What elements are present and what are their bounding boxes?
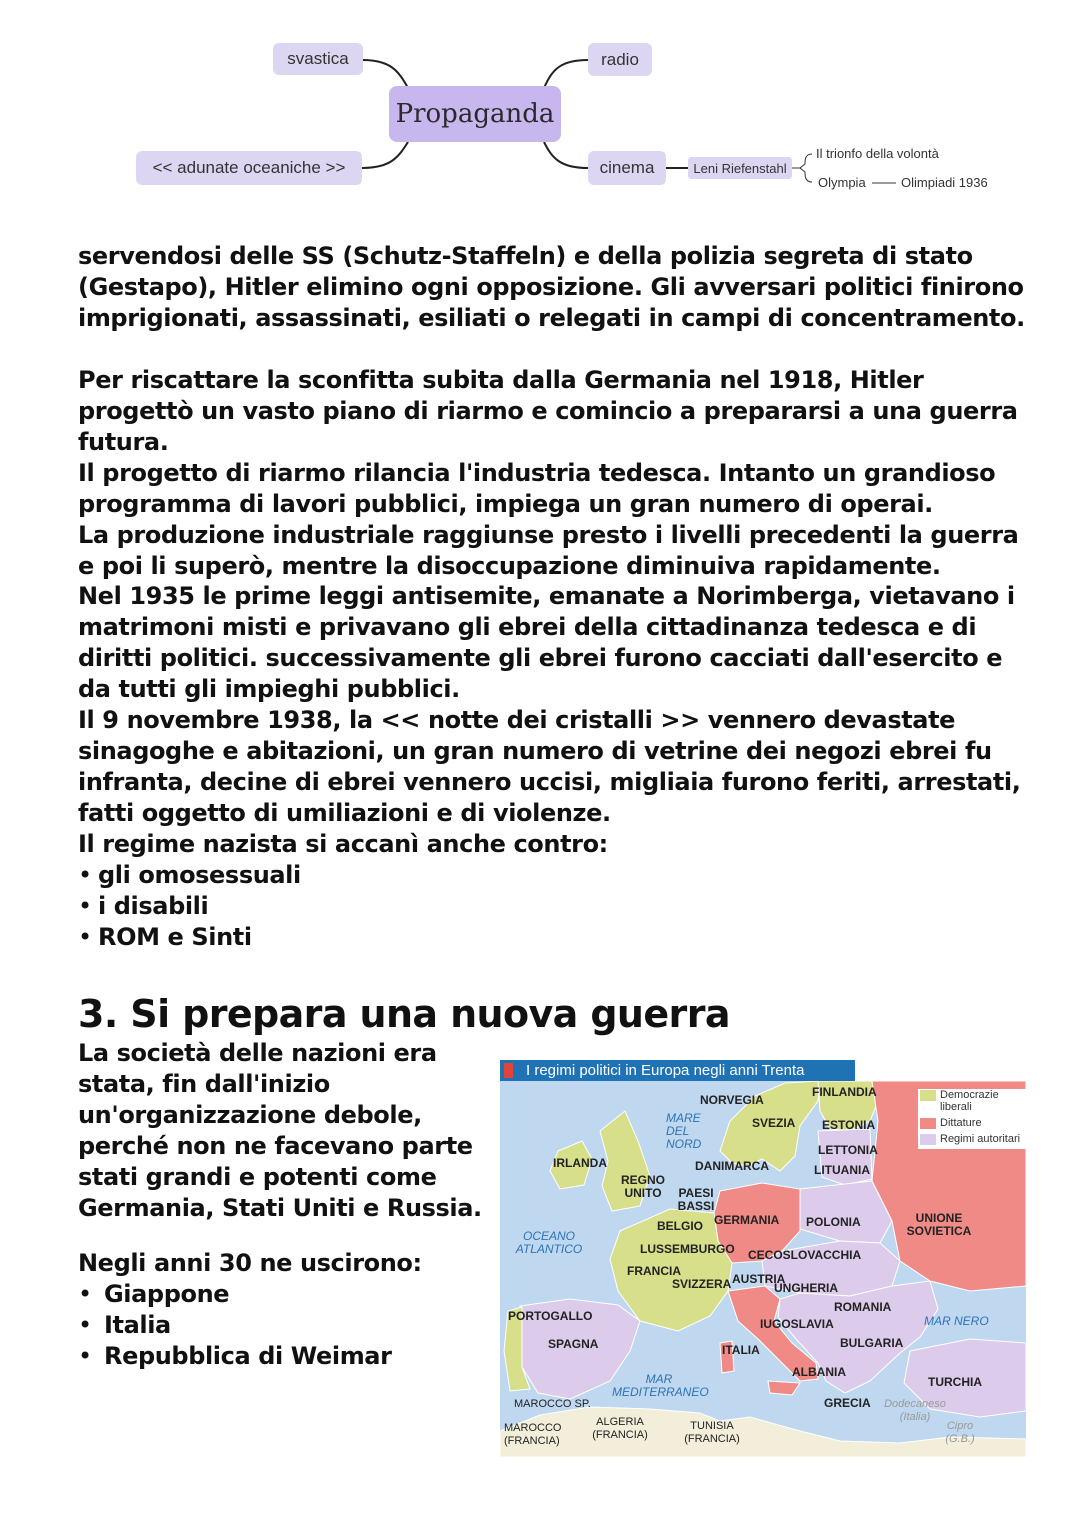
map-label-polonia: POLONIA <box>806 1215 861 1229</box>
map-label-mare-del-nord: MARE DEL NORD <box>666 1111 702 1151</box>
paragraph-riarmo <box>78 365 1038 582</box>
map-label-marocco-fr: MAROCCO (FRANCIA) <box>504 1422 562 1447</box>
map-label-marocco-sp: MAROCCO SP. <box>514 1398 591 1410</box>
map-label-spagna: SPAGNA <box>548 1337 599 1351</box>
paragraph-text: Il 9 novembre 1938, la << notte dei cristalli >> vennero devastate sinagoghe e abitazioni, un gran numero di vetrine dei negozi ebrei fu infranta, decine di ebrei vennero uccisi, migliaia furono feriti, arrestati, fatti oggetto di umiliazioni e di violenze. <box>78 706 1021 827</box>
legend-label: Regimi autoritari <box>940 1133 1021 1145</box>
list-item: • Italia <box>78 1310 488 1341</box>
map-label-belgio: BELGIO <box>657 1219 704 1233</box>
mindmap-node-radio <box>588 43 652 76</box>
list-item: • Repubblica di Weimar <box>78 1341 488 1372</box>
mindmap-node-label: cinema <box>599 158 655 177</box>
map-label-finlandia: FINLANDIA <box>812 1085 877 1099</box>
paragraph-gestapo <box>78 241 1038 334</box>
legend-swatch <box>920 1090 936 1101</box>
map-label-unione-sovietica: UNIONE SOVIETICA <box>906 1211 972 1238</box>
map-label-irlanda: IRLANDA <box>553 1156 607 1170</box>
map-label-lituania: LITUANIA <box>814 1163 870 1177</box>
persecuted-list <box>78 860 1038 953</box>
map-label-bulgaria: BULGARIA <box>840 1336 904 1350</box>
map-label-svezia: SVEZIA <box>752 1116 796 1130</box>
paragraph-leggi-antisemite <box>78 581 1038 953</box>
map-label-cecoslovacchia: CECOSLOVACCHIA <box>748 1248 862 1262</box>
mindmap-node-label: radio <box>601 49 639 69</box>
mindmap-node-svastica <box>273 43 363 75</box>
map-label-oceano-atlantico: OCEANO ATLANTICO <box>515 1229 583 1256</box>
mindmap-node-riefenstahl <box>688 157 792 179</box>
map-label-dodecaneso: Dodecaneso (Italia) <box>884 1398 946 1423</box>
map-title: I regimi politici in Europa negli anni Trenta <box>500 1060 855 1081</box>
mindmap-film-olympia: Olympia <box>818 175 866 190</box>
paragraph-text: La produzione industriale raggiunse presto i livelli precedenti la guerra e poi li superò, mentre la disoccupazione diminuiva rapidamente. <box>78 521 1019 580</box>
mindmap-node-cinema <box>588 151 666 185</box>
map-label-algeria: ALGERIA (FRANCIA) <box>592 1416 648 1441</box>
mindmap-olympia-note: Olimpiadi 1936 <box>901 175 988 190</box>
withdrawn-list <box>78 1279 488 1372</box>
mindmap-center-label: Propaganda <box>395 99 555 129</box>
paragraph-text: Il regime nazista si accanì anche contro: <box>78 830 608 858</box>
legend-swatch <box>920 1134 936 1145</box>
map-label-danimarca: DANIMARCA <box>695 1159 769 1173</box>
section3-text <box>78 1038 488 1372</box>
map-label-ungheria: UNGHERIA <box>774 1281 839 1295</box>
map-label-francia: FRANCIA <box>627 1264 681 1278</box>
legend-label: Democrazie liberali <box>940 1089 999 1113</box>
legend-item-dictatorships <box>918 1117 1026 1129</box>
map-label-lussemburgo: LUSSEMBURGO <box>640 1242 735 1256</box>
map-label-lettonia: LETTONIA <box>818 1143 878 1157</box>
map-label-paesi-bassi: PAESI BASSI <box>677 1186 715 1213</box>
map-label-cipro: Cipro (G.B.) <box>945 1420 975 1445</box>
map-label-svizzera: SVIZZERA <box>672 1277 732 1291</box>
map-label-italia: ITALIA <box>722 1343 760 1357</box>
map-label-iugoslavia: IUGOSLAVIA <box>760 1317 834 1331</box>
list-item: • Giappone <box>78 1279 488 1310</box>
legend-item-authoritarian <box>918 1133 1026 1145</box>
map-label-turchia: TURCHIA <box>928 1375 982 1389</box>
map-label-austria: AUSTRIA <box>732 1272 786 1286</box>
map-label-regno-unito: REGNO UNITO <box>620 1173 665 1200</box>
paragraph-text: Il progetto di riarmo rilancia l'industria tedesca. Intanto un grandioso programma di lavori pubblici, impiega un gran numero di operai. <box>78 459 996 518</box>
mindmap-node-label: svastica <box>287 49 349 68</box>
map-label-portogallo: PORTOGALLO <box>508 1309 593 1323</box>
legend-label: Dittature <box>940 1117 982 1129</box>
section-title: 3. Si prepara una nuova guerra <box>78 992 730 1036</box>
map-label-estonia: ESTONIA <box>822 1118 876 1132</box>
mindmap-node-label: Leni Riefenstahl <box>693 160 787 176</box>
list-item: • gli omosessuali <box>78 860 1038 891</box>
mindmap-node-adunate <box>136 151 362 185</box>
list-item: • i disabili <box>78 891 1038 922</box>
europe-regimes-map <box>500 1060 1026 1457</box>
map-label-romania: ROMANIA <box>834 1300 892 1314</box>
mindmap-center-propaganda <box>389 86 561 142</box>
legend-swatch <box>920 1118 936 1129</box>
mindmap-film-trionfo: Il trionfo della volontà <box>816 146 939 161</box>
paragraph-text: servendosi delle SS (Schutz-Staffeln) e della polizia segreta di stato (Gestapo), Hitler elimino ogni opposizione. Gli avversari politici finirono imprigionati, assassinati, esiliati o relegati in campi di concentramento. <box>78 242 1025 332</box>
map-label-grecia: GRECIA <box>824 1396 871 1410</box>
paragraph-text: Per riscattare la sconfitta subita dalla Germania nel 1918, Hitler progettò un vasto piano di riarmo e comincio a prepararsi a una guerra futura. <box>78 366 1018 456</box>
paragraph-text: La società delle nazioni era stata, fin dall'inizio un'organizzazione debole, perché non ne facevano parte stati grandi e potenti come Germania, Stati Uniti e Russia. <box>78 1039 482 1222</box>
paragraph-text: Nel 1935 le prime leggi antisemite, emanate a Norimberga, vietavano i matrimoni misti e privavano gli ebrei della cittadinanza tedesca e di diritti politici. successivamente gli ebrei furono cacciati dall'esercito e da tutti gli impieghi pubblici. <box>78 582 1015 703</box>
map-legend <box>918 1089 1026 1149</box>
legend-item-democracies <box>918 1089 1026 1113</box>
map-label-albania: ALBANIA <box>792 1365 846 1379</box>
spacer <box>78 1224 488 1248</box>
map-label-mar-mediterraneo: MAR MEDITERRANEO <box>612 1372 709 1399</box>
mindmap-node-label: << adunate oceaniche >> <box>152 158 346 177</box>
map-label-germania: GERMANIA <box>714 1213 780 1227</box>
map-label-mar-nero: MAR NERO <box>924 1314 989 1328</box>
map-label-tunisia: TUNISIA (FRANCIA) <box>684 1420 740 1445</box>
paragraph-text: Negli anni 30 ne uscirono: <box>78 1249 422 1277</box>
list-item: • ROM e Sinti <box>78 922 1038 953</box>
map-label-norvegia: NORVEGIA <box>700 1093 764 1107</box>
